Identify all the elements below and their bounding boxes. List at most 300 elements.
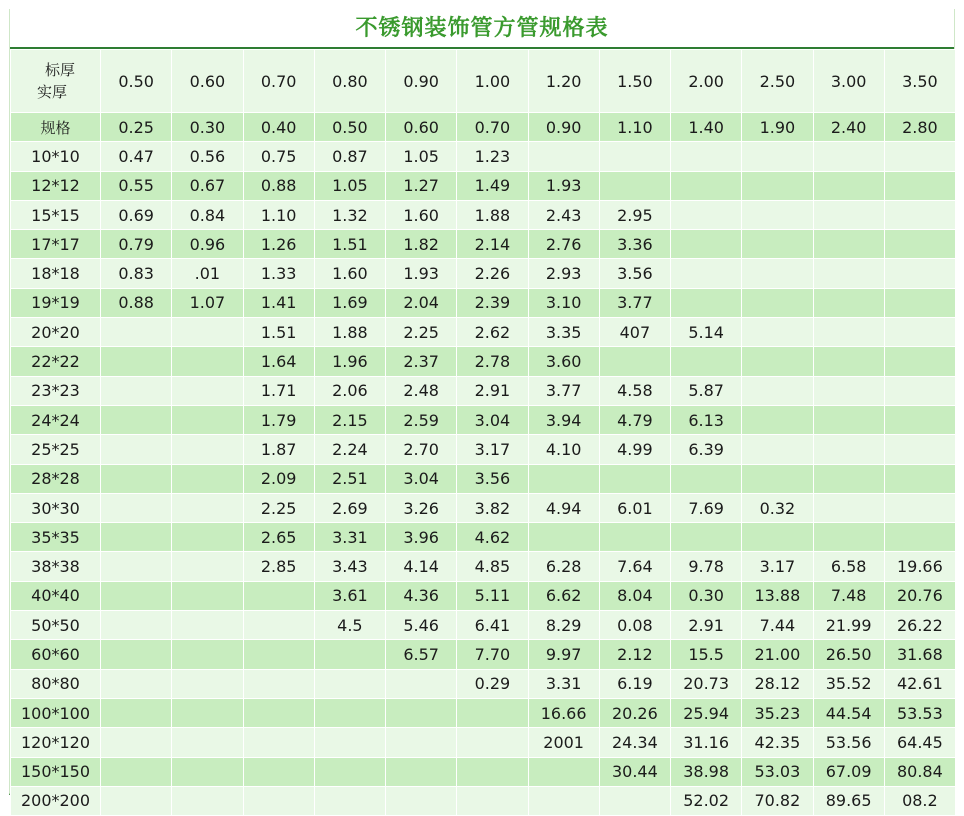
weight-cell: 2.91 <box>457 376 528 405</box>
table-row <box>11 581 956 610</box>
actual-thickness-cell: 0.40 <box>243 113 314 142</box>
weight-cell: 3.43 <box>314 552 385 581</box>
weight-cell: 53.56 <box>813 728 884 757</box>
weight-cell: 89.65 <box>813 786 884 815</box>
weight-cell: 24.34 <box>599 728 670 757</box>
weight-cell <box>172 552 243 581</box>
nominal-thickness-cell: 1.50 <box>599 50 670 113</box>
weight-cell: 1.96 <box>314 347 385 376</box>
weight-cell <box>101 640 172 669</box>
weight-cell: 67.09 <box>813 757 884 786</box>
table-row <box>11 288 956 317</box>
weight-cell <box>101 376 172 405</box>
spec-size-cell: 12*12 <box>11 171 101 200</box>
weight-cell: 2001 <box>528 728 599 757</box>
weight-cell <box>528 757 599 786</box>
weight-cell <box>813 376 884 405</box>
weight-cell: 1.60 <box>314 259 385 288</box>
weight-cell <box>599 464 670 493</box>
weight-cell: 7.44 <box>742 611 813 640</box>
weight-cell <box>528 786 599 815</box>
weight-cell: 21.99 <box>813 611 884 640</box>
weight-cell <box>813 288 884 317</box>
weight-cell: 2.48 <box>386 376 457 405</box>
weight-cell: 0.69 <box>101 200 172 229</box>
spec-size-cell: 20*20 <box>11 318 101 347</box>
weight-cell: 0.55 <box>101 171 172 200</box>
weight-cell: 31.68 <box>884 640 955 669</box>
weight-cell: 9.97 <box>528 640 599 669</box>
weight-cell <box>599 347 670 376</box>
table-row <box>11 464 956 493</box>
weight-cell: 6.39 <box>671 435 742 464</box>
weight-cell <box>813 142 884 171</box>
weight-cell: 2.15 <box>314 405 385 434</box>
weight-cell: 3.26 <box>386 493 457 522</box>
weight-cell: 1.88 <box>314 318 385 347</box>
spec-table-body <box>11 50 956 816</box>
weight-cell: 15.5 <box>671 640 742 669</box>
weight-cell <box>742 376 813 405</box>
weight-cell: 1.33 <box>243 259 314 288</box>
weight-cell <box>172 669 243 698</box>
nominal-thickness-cell: 3.50 <box>884 50 955 113</box>
table-row <box>11 435 956 464</box>
actual-thickness-cell: 2.40 <box>813 113 884 142</box>
weight-cell <box>813 318 884 347</box>
weight-cell: 5.46 <box>386 611 457 640</box>
spec-size-cell: 80*80 <box>11 669 101 698</box>
weight-cell <box>457 698 528 727</box>
weight-cell: 4.58 <box>599 376 670 405</box>
weight-cell <box>884 142 955 171</box>
weight-cell <box>742 435 813 464</box>
weight-cell: 3.31 <box>314 523 385 552</box>
actual-thickness-cell: 1.10 <box>599 113 670 142</box>
weight-cell: 7.69 <box>671 493 742 522</box>
weight-cell <box>314 698 385 727</box>
weight-cell: 2.85 <box>243 552 314 581</box>
weight-cell: 1.60 <box>386 200 457 229</box>
weight-cell: 08.2 <box>884 786 955 815</box>
weight-cell: 30.44 <box>599 757 670 786</box>
table-row <box>11 493 956 522</box>
table-row <box>11 757 956 786</box>
weight-cell <box>742 464 813 493</box>
weight-cell: 2.26 <box>457 259 528 288</box>
weight-cell <box>671 523 742 552</box>
spec-size-cell: 23*23 <box>11 376 101 405</box>
weight-cell: 5.11 <box>457 581 528 610</box>
weight-cell: 31.16 <box>671 728 742 757</box>
weight-cell: 4.10 <box>528 435 599 464</box>
weight-cell: 0.30 <box>671 581 742 610</box>
weight-cell: 0.84 <box>172 200 243 229</box>
weight-cell: 1.49 <box>457 171 528 200</box>
weight-cell <box>671 259 742 288</box>
weight-cell <box>243 581 314 610</box>
actual-thickness-cell: 0.70 <box>457 113 528 142</box>
spec-size-cell: 18*18 <box>11 259 101 288</box>
weight-cell: 8.29 <box>528 611 599 640</box>
weight-cell: 2.95 <box>599 200 670 229</box>
weight-cell <box>172 611 243 640</box>
weight-cell: 19.66 <box>884 552 955 581</box>
table-row <box>11 523 956 552</box>
weight-cell: 26.22 <box>884 611 955 640</box>
weight-cell: 3.82 <box>457 493 528 522</box>
weight-cell: 42.35 <box>742 728 813 757</box>
weight-cell: 2.06 <box>314 376 385 405</box>
weight-cell: 3.77 <box>599 288 670 317</box>
weight-cell: 70.82 <box>742 786 813 815</box>
spec-size-cell: 35*35 <box>11 523 101 552</box>
table-row <box>11 318 956 347</box>
weight-cell <box>813 405 884 434</box>
weight-cell <box>172 493 243 522</box>
weight-cell <box>599 523 670 552</box>
weight-cell <box>742 318 813 347</box>
spec-size-cell: 22*22 <box>11 347 101 376</box>
weight-cell <box>742 347 813 376</box>
weight-cell: 3.94 <box>528 405 599 434</box>
weight-cell: 1.05 <box>386 142 457 171</box>
weight-cell <box>671 464 742 493</box>
weight-cell: 53.03 <box>742 757 813 786</box>
weight-cell: 20.73 <box>671 669 742 698</box>
weight-cell <box>884 288 955 317</box>
weight-cell <box>101 611 172 640</box>
weight-cell <box>172 347 243 376</box>
weight-cell: 5.87 <box>671 376 742 405</box>
weight-cell: 0.88 <box>101 288 172 317</box>
weight-cell <box>172 698 243 727</box>
weight-cell: 2.25 <box>243 493 314 522</box>
spec-size-cell: 60*60 <box>11 640 101 669</box>
nominal-thickness-cell: 1.00 <box>457 50 528 113</box>
weight-cell: 2.43 <box>528 200 599 229</box>
weight-cell: 4.62 <box>457 523 528 552</box>
weight-cell <box>742 171 813 200</box>
table-title: 不锈钢装饰管方管规格表 <box>10 9 954 49</box>
weight-cell: 3.60 <box>528 347 599 376</box>
weight-cell: 2.37 <box>386 347 457 376</box>
weight-cell: 1.51 <box>314 230 385 259</box>
weight-cell <box>884 523 955 552</box>
weight-cell: 1.32 <box>314 200 385 229</box>
weight-cell: 1.88 <box>457 200 528 229</box>
weight-cell <box>813 493 884 522</box>
weight-cell: 13.88 <box>742 581 813 610</box>
weight-cell <box>172 581 243 610</box>
weight-cell: 1.93 <box>386 259 457 288</box>
weight-cell: 0.47 <box>101 142 172 171</box>
weight-cell: 4.14 <box>386 552 457 581</box>
weight-cell <box>742 288 813 317</box>
spec-size-cell: 10*10 <box>11 142 101 171</box>
weight-cell: 3.36 <box>599 230 670 259</box>
weight-cell <box>101 493 172 522</box>
weight-cell: 28.12 <box>742 669 813 698</box>
weight-cell <box>243 640 314 669</box>
table-row <box>11 786 956 815</box>
nominal-thickness-cell: 2.50 <box>742 50 813 113</box>
actual-thickness-cell: 0.25 <box>101 113 172 142</box>
weight-cell <box>884 318 955 347</box>
weight-cell <box>243 669 314 698</box>
spec-size-cell: 50*50 <box>11 611 101 640</box>
weight-cell: 6.58 <box>813 552 884 581</box>
table-row <box>11 405 956 434</box>
weight-cell: 2.78 <box>457 347 528 376</box>
weight-cell: .01 <box>172 259 243 288</box>
weight-cell: 2.70 <box>386 435 457 464</box>
weight-cell: 1.64 <box>243 347 314 376</box>
weight-cell: 2.65 <box>243 523 314 552</box>
weight-cell <box>671 142 742 171</box>
weight-cell: 4.79 <box>599 405 670 434</box>
weight-cell: 6.01 <box>599 493 670 522</box>
weight-cell <box>314 728 385 757</box>
weight-cell: 3.04 <box>386 464 457 493</box>
weight-cell <box>314 757 385 786</box>
weight-cell <box>172 405 243 434</box>
weight-cell: 0.83 <box>101 259 172 288</box>
spec-size-cell: 25*25 <box>11 435 101 464</box>
weight-cell <box>172 640 243 669</box>
weight-cell: 21.00 <box>742 640 813 669</box>
weight-cell: 20.26 <box>599 698 670 727</box>
weight-cell: 8.04 <box>599 581 670 610</box>
weight-cell: 3.77 <box>528 376 599 405</box>
weight-cell: 6.19 <box>599 669 670 698</box>
weight-cell <box>243 611 314 640</box>
table-row <box>11 698 956 727</box>
weight-cell: 16.66 <box>528 698 599 727</box>
weight-cell: 3.10 <box>528 288 599 317</box>
weight-cell: 2.76 <box>528 230 599 259</box>
weight-cell <box>813 200 884 229</box>
weight-cell: 25.94 <box>671 698 742 727</box>
weight-cell <box>101 669 172 698</box>
weight-cell: 1.69 <box>314 288 385 317</box>
spec-size-cell: 19*19 <box>11 288 101 317</box>
weight-cell: 4.99 <box>599 435 670 464</box>
weight-cell: 2.93 <box>528 259 599 288</box>
weight-cell <box>884 376 955 405</box>
table-row <box>11 142 956 171</box>
weight-cell: 0.96 <box>172 230 243 259</box>
weight-cell <box>172 464 243 493</box>
actual-thickness-cell: 1.90 <box>742 113 813 142</box>
weight-cell <box>813 523 884 552</box>
actual-thickness-cell: 0.30 <box>172 113 243 142</box>
weight-cell <box>671 288 742 317</box>
spec-size-cell: 40*40 <box>11 581 101 610</box>
weight-cell <box>172 786 243 815</box>
weight-cell: 2.24 <box>314 435 385 464</box>
corner-header <box>11 50 101 113</box>
spec-size-cell: 120*120 <box>11 728 101 757</box>
weight-cell: 0.29 <box>457 669 528 698</box>
weight-cell: 1.51 <box>243 318 314 347</box>
spec-size-cell: 15*15 <box>11 200 101 229</box>
actual-thickness-cell: 0.50 <box>314 113 385 142</box>
weight-cell: 0.32 <box>742 493 813 522</box>
table-row <box>11 611 956 640</box>
weight-cell <box>742 523 813 552</box>
spec-size-cell: 38*38 <box>11 552 101 581</box>
weight-cell: 1.71 <box>243 376 314 405</box>
weight-cell: 3.04 <box>457 405 528 434</box>
weight-cell <box>813 464 884 493</box>
weight-cell <box>101 786 172 815</box>
nominal-thickness-cell: 0.80 <box>314 50 385 113</box>
weight-cell: 1.87 <box>243 435 314 464</box>
weight-cell <box>386 698 457 727</box>
spec-table <box>10 49 956 816</box>
weight-cell: 1.41 <box>243 288 314 317</box>
weight-cell <box>599 786 670 815</box>
weight-cell: 53.53 <box>884 698 955 727</box>
table-row <box>11 347 956 376</box>
nominal-thickness-cell: 0.60 <box>172 50 243 113</box>
weight-cell: 7.64 <box>599 552 670 581</box>
weight-cell: 2.69 <box>314 493 385 522</box>
weight-cell: 2.04 <box>386 288 457 317</box>
weight-cell <box>101 464 172 493</box>
weight-cell: 1.82 <box>386 230 457 259</box>
weight-cell <box>457 728 528 757</box>
weight-cell <box>101 405 172 434</box>
weight-cell: 0.87 <box>314 142 385 171</box>
weight-cell: 0.79 <box>101 230 172 259</box>
weight-cell: 2.25 <box>386 318 457 347</box>
weight-cell <box>172 318 243 347</box>
table-row <box>11 230 956 259</box>
weight-cell <box>884 435 955 464</box>
weight-cell: 2.09 <box>243 464 314 493</box>
weight-cell <box>314 669 385 698</box>
weight-cell <box>243 698 314 727</box>
table-row <box>11 552 956 581</box>
weight-cell <box>599 171 670 200</box>
weight-cell: 2.14 <box>457 230 528 259</box>
weight-cell <box>671 171 742 200</box>
weight-cell: 26.50 <box>813 640 884 669</box>
nominal-thickness-cell: 2.00 <box>671 50 742 113</box>
spec-size-cell: 28*28 <box>11 464 101 493</box>
table-row <box>11 259 956 288</box>
actual-thickness-cell: 2.80 <box>884 113 955 142</box>
weight-cell: 1.05 <box>314 171 385 200</box>
weight-cell: 5.14 <box>671 318 742 347</box>
weight-cell <box>599 142 670 171</box>
table-row <box>11 200 956 229</box>
weight-cell: 2.59 <box>386 405 457 434</box>
weight-cell <box>101 757 172 786</box>
table-row <box>11 376 956 405</box>
weight-cell <box>813 230 884 259</box>
weight-cell: 35.52 <box>813 669 884 698</box>
weight-cell: 2.51 <box>314 464 385 493</box>
weight-cell <box>884 171 955 200</box>
spec-size-cell: 200*200 <box>11 786 101 815</box>
nominal-thickness-cell: 0.70 <box>243 50 314 113</box>
weight-cell <box>243 786 314 815</box>
weight-cell: 1.26 <box>243 230 314 259</box>
weight-cell: 35.23 <box>742 698 813 727</box>
weight-cell <box>386 728 457 757</box>
weight-cell <box>813 347 884 376</box>
weight-cell: 7.70 <box>457 640 528 669</box>
weight-cell <box>457 786 528 815</box>
weight-cell <box>528 142 599 171</box>
weight-cell: 6.57 <box>386 640 457 669</box>
weight-cell: 6.41 <box>457 611 528 640</box>
nominal-thickness-cell: 0.90 <box>386 50 457 113</box>
weight-cell: 80.84 <box>884 757 955 786</box>
weight-cell <box>742 405 813 434</box>
weight-cell <box>884 200 955 229</box>
weight-cell: 3.56 <box>599 259 670 288</box>
weight-cell <box>671 347 742 376</box>
weight-cell: 2.39 <box>457 288 528 317</box>
spec-size-cell: 30*30 <box>11 493 101 522</box>
weight-cell: 1.10 <box>243 200 314 229</box>
weight-cell <box>101 435 172 464</box>
weight-cell: 1.07 <box>172 288 243 317</box>
spec-column-label: 规格 <box>11 113 101 142</box>
spec-size-cell: 17*17 <box>11 230 101 259</box>
weight-cell: 44.54 <box>813 698 884 727</box>
weight-cell <box>243 728 314 757</box>
weight-cell <box>457 757 528 786</box>
spec-size-cell: 24*24 <box>11 405 101 434</box>
weight-cell <box>172 523 243 552</box>
spec-sheet <box>9 9 955 811</box>
weight-cell <box>742 259 813 288</box>
weight-cell <box>172 728 243 757</box>
weight-cell <box>884 464 955 493</box>
weight-cell <box>386 669 457 698</box>
nominal-thickness-cell: 0.50 <box>101 50 172 113</box>
weight-cell <box>101 552 172 581</box>
weight-cell <box>884 230 955 259</box>
corner-nominal-label: 标厚 <box>45 61 76 79</box>
weight-cell: 0.67 <box>172 171 243 200</box>
weight-cell <box>386 757 457 786</box>
actual-thickness-row <box>11 113 956 142</box>
weight-cell <box>386 786 457 815</box>
spec-size-cell: 100*100 <box>11 698 101 727</box>
actual-thickness-cell: 0.90 <box>528 113 599 142</box>
weight-cell: 4.5 <box>314 611 385 640</box>
weight-cell: 38.98 <box>671 757 742 786</box>
weight-cell: 3.17 <box>457 435 528 464</box>
weight-cell: 20.76 <box>884 581 955 610</box>
weight-cell <box>314 786 385 815</box>
weight-cell: 3.61 <box>314 581 385 610</box>
spec-size-cell: 150*150 <box>11 757 101 786</box>
weight-cell <box>528 464 599 493</box>
corner-actual-label: 实厚 <box>37 83 68 101</box>
weight-cell: 52.02 <box>671 786 742 815</box>
weight-cell: 2.12 <box>599 640 670 669</box>
weight-cell <box>528 523 599 552</box>
weight-cell: 6.62 <box>528 581 599 610</box>
weight-cell: 1.93 <box>528 171 599 200</box>
